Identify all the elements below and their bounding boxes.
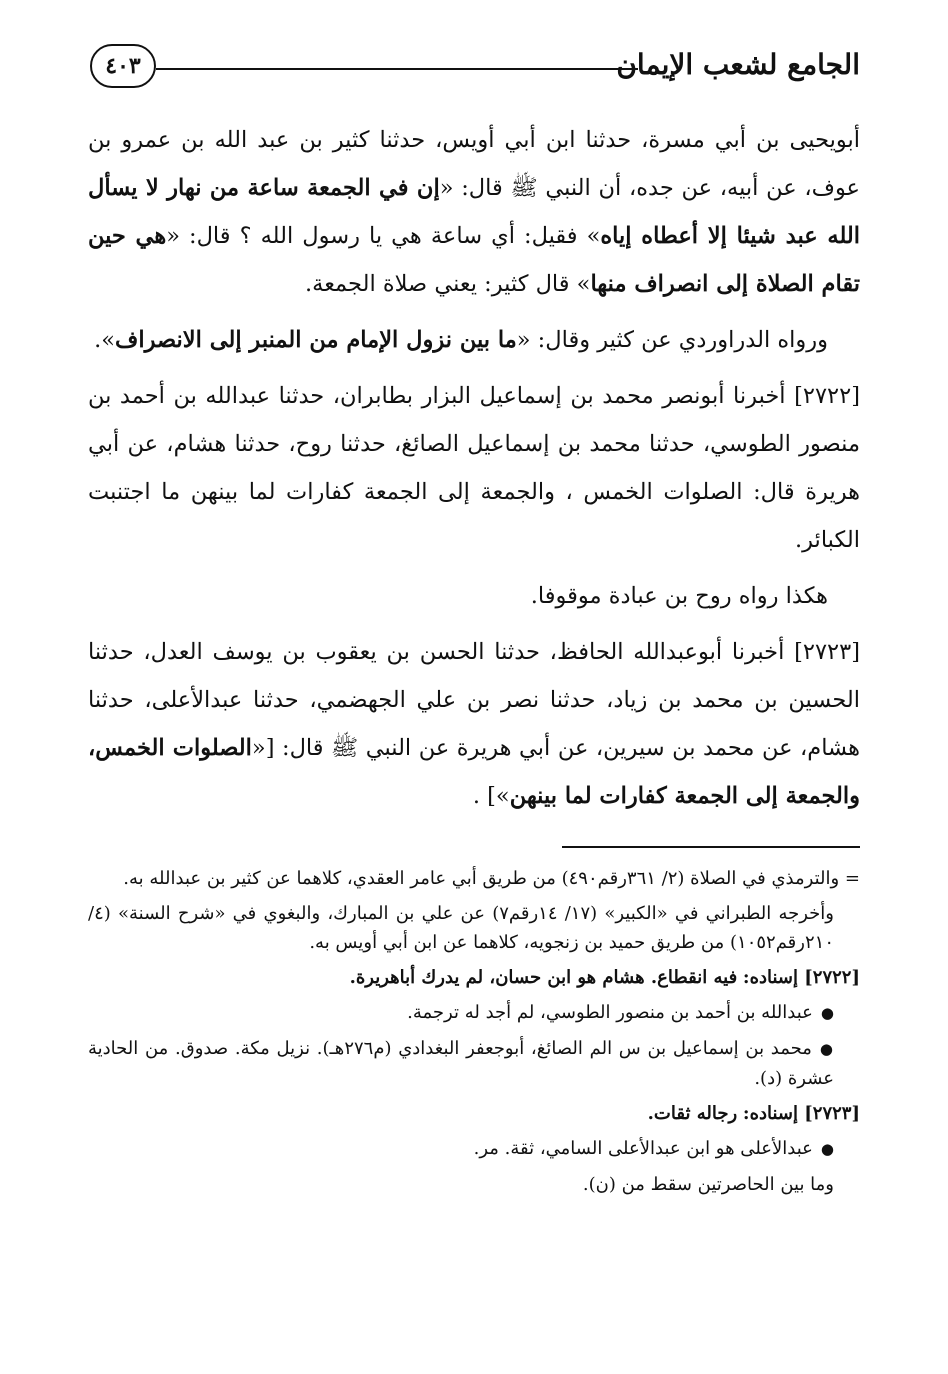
footnote-8: وما بين الحاصرتين سقط من (ن). [582,1174,834,1195]
footnote-1: = والترمذي في الصلاة (٢/ ٣٦١رقم٤٩٠) من طريق أبي عامر العقدي، كلاهما عن كثير بن عبدالله به. [123,868,860,889]
p1-hadith-1: إن في الجمعة ساعة من نهار لا يسأل الله عبد شيئا إلا أعطاه إياه [88,175,861,249]
header-rule [156,68,638,70]
p1-text-3: » قال كثير: يعني صلاة الجمعة. [304,271,591,297]
running-header [90,44,860,104]
footnote-3-label: [٢٧٢٢] إسناده: [742,967,860,988]
paragraph-5 [88,628,860,820]
footnote-6-label: [٢٧٢٣] إسناده: [742,1103,860,1124]
p2-text-2: ». [94,327,116,353]
p5-text-2: »] . [472,783,510,809]
p5-text-1: [٢٧٢٣] أخبرنا أبوعبدالله الحافظ، حدثنا الحسن بن يعقوب بن يوسف العدل، حدثنا الحسين بن محمد بن زياد، حدثنا نصر بن علي الجهضمي، حدثنا عبدالأعلى، حدثنا هشام، عن محمد بن سيرين، عن أبي هريرة عن النبي ﷺ قال: [« [88,639,860,761]
footnote-separator [562,846,860,848]
main-text [88,116,860,828]
footnote-3 [88,963,860,992]
p2-quote: ما بين نزول الإمام من المنبر إلى الانصراف [115,327,517,353]
footnote-5 [88,1034,860,1093]
footnote-5-text: محمد بن إسماعيل بن س الم الصائغ، أبوجعفر البغدادي (م٢٧٦هـ). نزيل مكة. صدوق. من الحادية عشرة (د). [88,1038,834,1089]
p2-text-1: ورواه الدراوردي عن كثير وقال: « [516,327,828,353]
footnote-4-text: عبدالله بن أحمد بن منصور الطوسي، لم أجد له ترجمة. [407,1002,813,1023]
bullet-icon: ● [820,1140,834,1158]
footnote-6 [88,1099,860,1128]
p5-hadith: الصلوات الخمس، والجمعة إلى الجمعة كفارات لما بينهن [88,735,860,809]
footnotes [88,864,860,1205]
p1-text-2: » فقيل: أي ساعة هي يا رسول الله ؟ قال: « [166,223,601,249]
paragraph-2 [88,316,860,364]
footnote-7-text: عبدالأعلى هو ابن عبدالأعلى السامي، ثقة. مر. [473,1138,813,1159]
footnote-6-text: رجاله ثقات. [647,1103,738,1124]
p1-text-1: أبويحيى بن أبي مسرة، حدثنا ابن أبي أويس، حدثنا كثير بن عبد الله بن عمرو بن عوف، عن أبيه، عن جده، أن النبي ﷺ قال: « [88,127,860,201]
bullet-icon: ● [820,1004,834,1022]
header-title: الجامع لشعب الإيمان [616,48,860,81]
paragraph-1 [88,116,860,308]
p1-hadith-2: هي حين تقام الصلاة إلى انصراف منها [88,223,860,297]
footnote-4 [88,998,860,1028]
footnote-2: وأخرجه الطبراني في «الكبير» (١٧/ ١٤رقم٧) عن علي بن المبارك، والبغوي في «شرح السنة» (٤/ ٢١٠رقم١٠٥٢) من طريق حميد بن زنجويه، كلاهما عن ابن أبي أويس به. [88,903,834,953]
bullet-icon: ● [819,1040,834,1058]
paragraph-4: هكذا رواه روح بن عبادة موقوفا. [530,583,828,609]
footnote-3-text: فيه انقطاع. هشام هو ابن حسان، لم يدرك أباهريرة. [349,967,738,988]
page-number: ٤٠٣ [90,44,156,88]
paragraph-3: [٢٧٢٢] أخبرنا أبونصر محمد بن إسماعيل البزار بطابران، حدثنا عبدالله بن أحمد بن منصور الطوسي، حدثنا محمد بن إسماعيل الصائغ، حدثنا روح، حدثنا هشام، عن أبي هريرة قال: الصلوات الخمس ، والجمعة إلى الجمعة كفارات لما بينهن ما اجتنبت الكبائر. [88,383,860,553]
footnote-7 [88,1134,860,1164]
